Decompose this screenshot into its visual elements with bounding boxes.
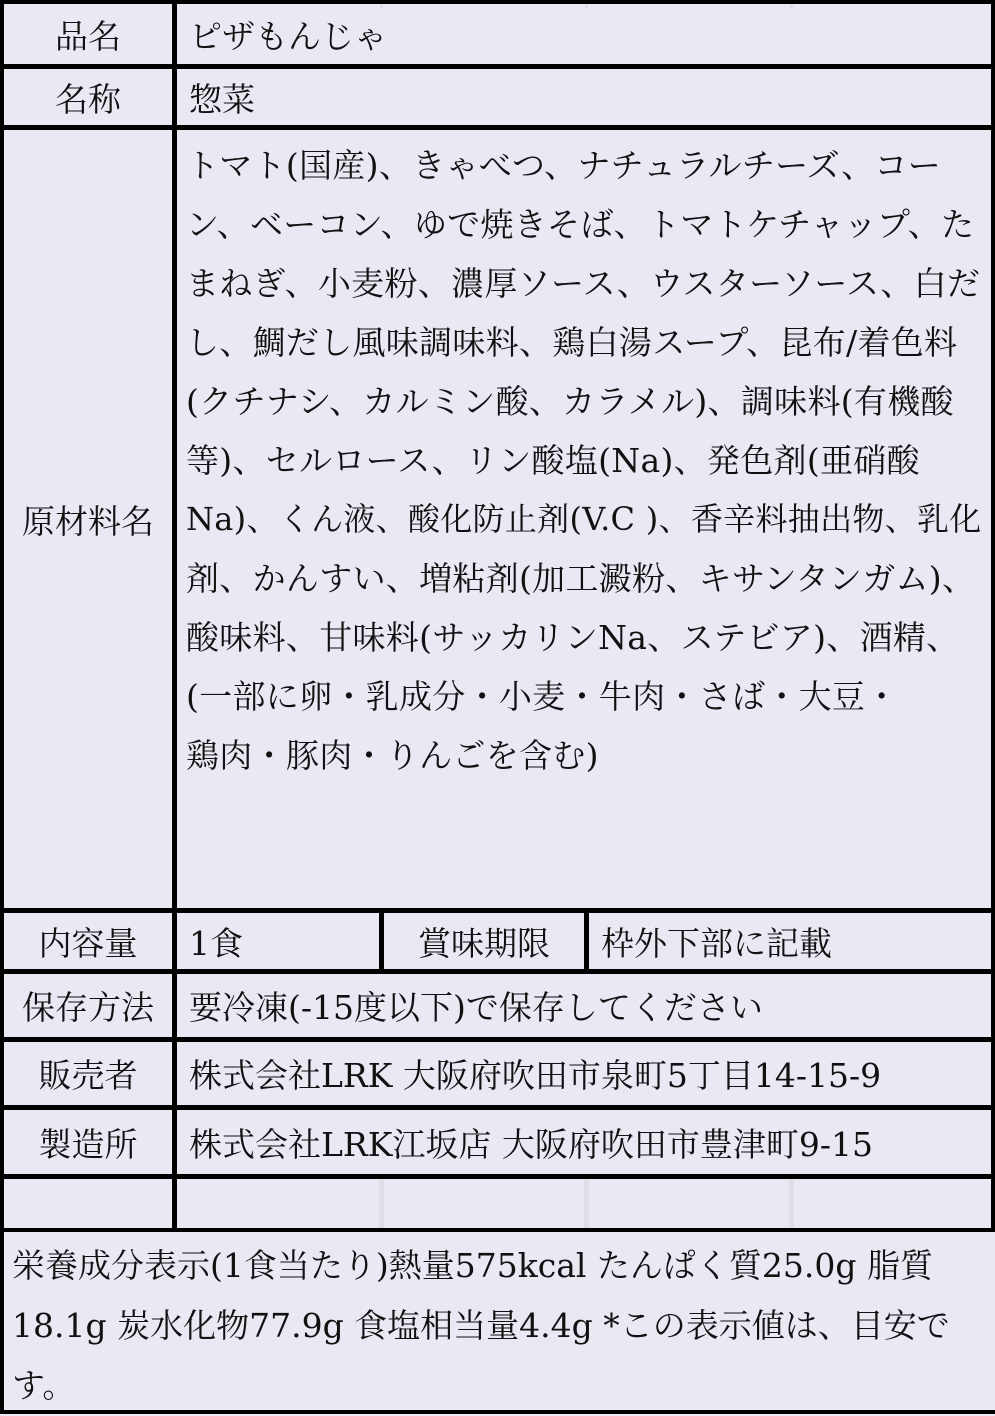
ingredients-line: まねぎ、小麦粉、濃厚ソース、ウスターソース、白だ bbox=[186, 264, 981, 303]
ingredients-line: (クチナシ、カルミン酸、カラメル)、調味料(有機酸 bbox=[186, 382, 954, 421]
value-seller: 株式会社LRK 大阪府吹田市泉町5丁目14-15-9 bbox=[189, 1056, 882, 1095]
label-best-before: 賞味期限 bbox=[418, 923, 550, 963]
value-quantity: 1食 bbox=[189, 923, 243, 963]
ingredients-line: Na)、くん液、酸化防止剤(V.C )、香辛料抽出物、乳化 bbox=[186, 500, 982, 538]
label-manufacturer: 製造所 bbox=[38, 1124, 138, 1164]
value-manufacturer: 株式会社LRK江坂店 大阪府吹田市豊津町9-15 bbox=[189, 1124, 874, 1164]
ingredients-line: トマト(国産)、きゃべつ、ナチュラルチーズ、コー bbox=[186, 146, 941, 185]
ingredients-line: 鶏肉・豚肉・りんごを含む) bbox=[186, 736, 599, 775]
value-storage: 要冷凍(-15度以下)で保存してください bbox=[189, 988, 763, 1027]
nutrition-line: 18.1g 炭水化物77.9g 食塩相当量4.4g *この表示値は、目安で bbox=[12, 1306, 950, 1345]
value-name: 惣菜 bbox=[189, 79, 255, 119]
nutrition-info bbox=[12, 1236, 992, 1416]
value-product-name: ピザもんじゃ bbox=[189, 16, 387, 56]
ingredients-line: 剤、かんすい、増粘剤(加工澱粉、キサンタンガム)、 bbox=[186, 559, 976, 598]
label-seller: 販売者 bbox=[38, 1056, 138, 1095]
ingredients-line: 酸味料、甘味料(サッカリンNa、ステビア)、酒精、 bbox=[186, 618, 960, 657]
ingredients-line: ン、ベーコン、ゆで焼きそば、トマトケチャップ、た bbox=[186, 205, 975, 244]
ingredients-line: (一部に卵・乳成分・小麦・牛肉・さば・大豆・ bbox=[186, 677, 899, 716]
nutrition-line: 栄養成分表示(1食当たり)熱量575kcal たんぱく質25.0g 脂質 bbox=[12, 1246, 934, 1285]
label-storage: 保存方法 bbox=[22, 988, 154, 1027]
ingredients-line: 等)、セルロース、リン酸塩(Na)、発色剤(亜硝酸 bbox=[186, 441, 920, 480]
ingredients-line: し、鯛だし風味調味料、鶏白湯スープ、昆布/着色料 bbox=[186, 323, 958, 362]
label-quantity: 内容量 bbox=[38, 923, 138, 963]
nutrition-line: す。 bbox=[12, 1366, 76, 1405]
value-best-before: 枠外下部に記載 bbox=[601, 923, 832, 963]
ingredients-list bbox=[186, 136, 992, 785]
label-product-name: 品名 bbox=[55, 16, 121, 56]
label-ingredients: 原材料名 bbox=[22, 501, 154, 541]
label-name: 名称 bbox=[55, 79, 121, 119]
